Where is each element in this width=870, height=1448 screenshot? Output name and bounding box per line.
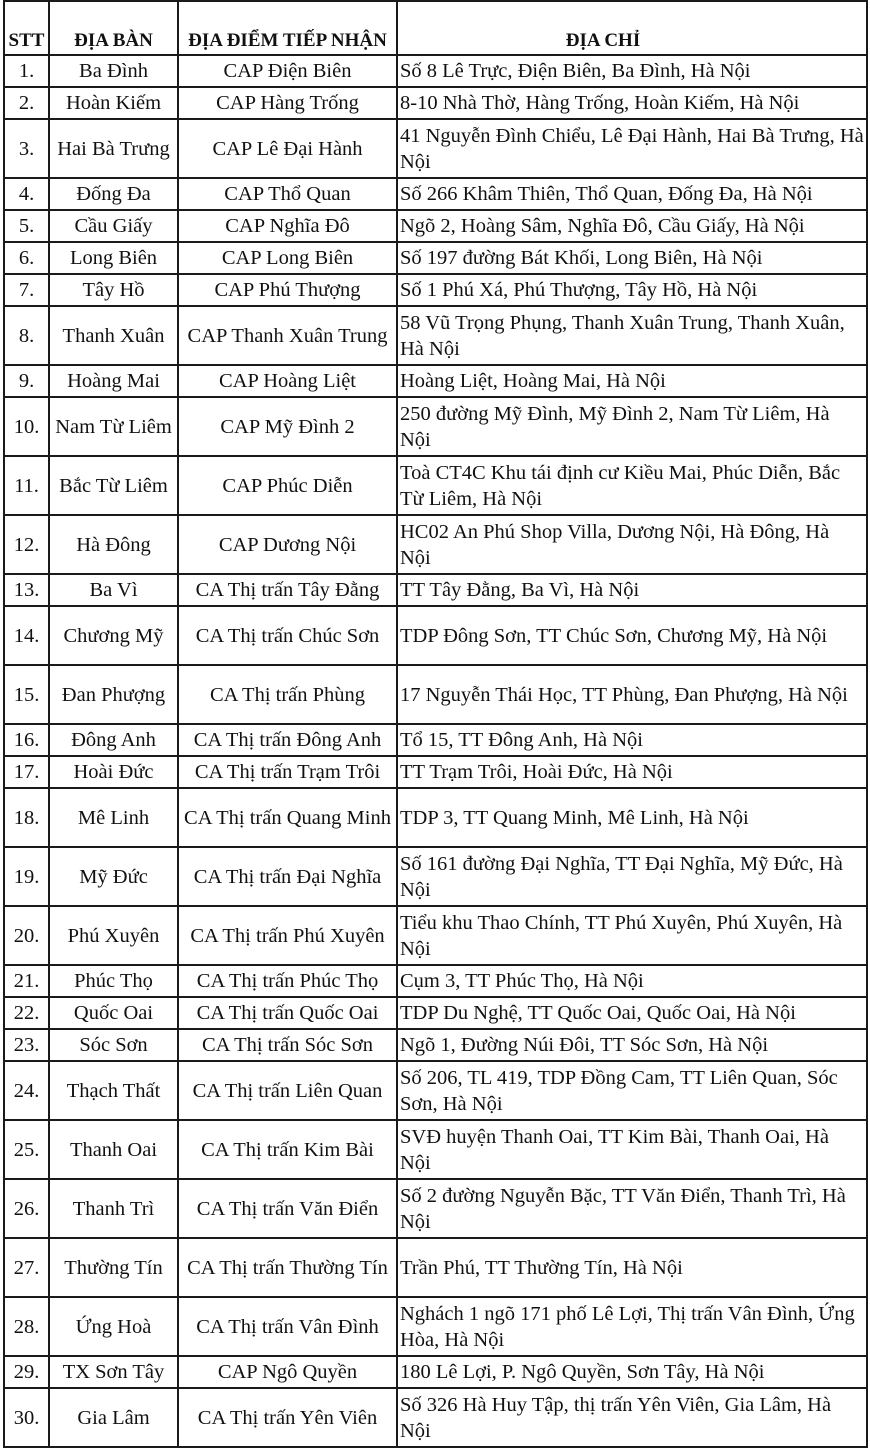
- table-row: [4, 665, 867, 724]
- row-dia-chi: SVĐ huyện Thanh Oai, TT Kim Bài, Thanh Oai, Hà Nội: [397, 1120, 867, 1179]
- table-row: [4, 1029, 867, 1061]
- row-dia-chi: Trần Phú, TT Thường Tín, Hà Nội: [397, 1238, 867, 1297]
- row-dia-diem: CA Thị trấn Đại Nghĩa: [178, 847, 397, 906]
- row-stt: 23.: [4, 1029, 49, 1061]
- row-dia-chi: Số 326 Hà Huy Tập, thị trấn Yên Viên, Gia Lâm, Hà Nội: [397, 1388, 867, 1447]
- row-stt: 12.: [4, 515, 49, 574]
- row-stt: 11.: [4, 456, 49, 515]
- row-dia-ban: Ba Vì: [49, 574, 178, 606]
- row-stt: 28.: [4, 1297, 49, 1356]
- row-dia-chi: Nghách 1 ngõ 171 phố Lê Lợi, Thị trấn Vân Đình, Ứng Hòa, Hà Nội: [397, 1297, 867, 1356]
- header-stt: STT: [4, 1, 49, 55]
- table-row: [4, 1120, 867, 1179]
- row-stt: 29.: [4, 1356, 49, 1388]
- row-dia-ban: Thường Tín: [49, 1238, 178, 1297]
- row-dia-diem: CAP Long Biên: [178, 242, 397, 274]
- row-dia-ban: Đông Anh: [49, 724, 178, 756]
- row-dia-chi: TDP Du Nghệ, TT Quốc Oai, Quốc Oai, Hà Nội: [397, 997, 867, 1029]
- row-dia-ban: Ba Đình: [49, 55, 178, 87]
- row-dia-ban: Đan Phượng: [49, 665, 178, 724]
- row-dia-ban: Đống Đa: [49, 178, 178, 210]
- row-dia-chi: TDP 3, TT Quang Minh, Mê Linh, Hà Nội: [397, 788, 867, 847]
- row-dia-diem: CA Thị trấn Phùng: [178, 665, 397, 724]
- row-dia-diem: CAP Mỹ Đình 2: [178, 397, 397, 456]
- row-dia-ban: Gia Lâm: [49, 1388, 178, 1447]
- row-dia-diem: CAP Thanh Xuân Trung: [178, 306, 397, 365]
- row-dia-ban: Hoàn Kiếm: [49, 87, 178, 119]
- row-dia-ban: Mỹ Đức: [49, 847, 178, 906]
- row-dia-ban: Thạch Thất: [49, 1061, 178, 1120]
- row-stt: 3.: [4, 119, 49, 178]
- row-dia-chi: Ngõ 2, Hoàng Sâm, Nghĩa Đô, Cầu Giấy, Hà Nội: [397, 210, 867, 242]
- row-dia-ban: Thanh Trì: [49, 1179, 178, 1238]
- row-dia-diem: CA Thị trấn Yên Viên: [178, 1388, 397, 1447]
- table-row: [4, 965, 867, 997]
- table-row: [4, 365, 867, 397]
- table-row: [4, 1061, 867, 1120]
- row-dia-chi: Cụm 3, TT Phúc Thọ, Hà Nội: [397, 965, 867, 997]
- table-row: [4, 574, 867, 606]
- row-dia-diem: CA Thị trấn Phúc Thọ: [178, 965, 397, 997]
- row-dia-ban: Quốc Oai: [49, 997, 178, 1029]
- row-dia-chi: Tổ 15, TT Đông Anh, Hà Nội: [397, 724, 867, 756]
- row-stt: 14.: [4, 606, 49, 665]
- row-dia-ban: Cầu Giấy: [49, 210, 178, 242]
- row-stt: 27.: [4, 1238, 49, 1297]
- table-row: [4, 274, 867, 306]
- row-stt: 6.: [4, 242, 49, 274]
- table-row: [4, 242, 867, 274]
- row-dia-diem: CA Thị trấn Văn Điển: [178, 1179, 397, 1238]
- table-row: [4, 1297, 867, 1356]
- row-dia-chi: Số 8 Lê Trực, Điện Biên, Ba Đình, Hà Nội: [397, 55, 867, 87]
- row-stt: 5.: [4, 210, 49, 242]
- row-dia-diem: CAP Hàng Trống: [178, 87, 397, 119]
- row-dia-chi: 8-10 Nhà Thờ, Hàng Trống, Hoàn Kiếm, Hà Nội: [397, 87, 867, 119]
- table-row: [4, 1356, 867, 1388]
- row-stt: 21.: [4, 965, 49, 997]
- row-dia-diem: CA Thị trấn Quang Minh: [178, 788, 397, 847]
- table-row: [4, 456, 867, 515]
- table-row: [4, 1238, 867, 1297]
- row-dia-chi: Toà CT4C Khu tái định cư Kiều Mai, Phúc Diễn, Bắc Từ Liêm, Hà Nội: [397, 456, 867, 515]
- row-dia-ban: Phú Xuyên: [49, 906, 178, 965]
- table-row: [4, 756, 867, 788]
- row-dia-diem: CAP Hoàng Liệt: [178, 365, 397, 397]
- row-dia-chi: 250 đường Mỹ Đình, Mỹ Đình 2, Nam Từ Liêm, Hà Nội: [397, 397, 867, 456]
- row-dia-chi: Số 1 Phú Xá, Phú Thượng, Tây Hồ, Hà Nội: [397, 274, 867, 306]
- row-dia-diem: CA Thị trấn Thường Tín: [178, 1238, 397, 1297]
- table-row: [4, 306, 867, 365]
- row-stt: 25.: [4, 1120, 49, 1179]
- row-stt: 18.: [4, 788, 49, 847]
- table-row: [4, 55, 867, 87]
- header-dia-chi: ĐỊA CHỈ: [397, 1, 867, 55]
- table-row: [4, 87, 867, 119]
- table-header: [4, 1, 867, 55]
- row-dia-ban: Phúc Thọ: [49, 965, 178, 997]
- row-dia-chi: Ngõ 1, Đường Núi Đôi, TT Sóc Sơn, Hà Nội: [397, 1029, 867, 1061]
- row-dia-diem: CA Thị trấn Đông Anh: [178, 724, 397, 756]
- header-row: [4, 1, 867, 55]
- table-row: [4, 997, 867, 1029]
- header-dia-ban: ĐỊA BÀN: [49, 1, 178, 55]
- reception-location-table: [3, 0, 868, 1448]
- row-dia-diem: CA Thị trấn Quốc Oai: [178, 997, 397, 1029]
- row-dia-diem: CAP Thổ Quan: [178, 178, 397, 210]
- row-dia-chi: Số 2 đường Nguyễn Bặc, TT Văn Điển, Thanh Trì, Hà Nội: [397, 1179, 867, 1238]
- row-dia-diem: CAP Ngô Quyền: [178, 1356, 397, 1388]
- table-row: [4, 1388, 867, 1447]
- row-stt: 7.: [4, 274, 49, 306]
- row-dia-ban: Hà Đông: [49, 515, 178, 574]
- row-dia-diem: CAP Lê Đại Hành: [178, 119, 397, 178]
- row-stt: 30.: [4, 1388, 49, 1447]
- row-stt: 9.: [4, 365, 49, 397]
- row-dia-ban: Ứng Hoà: [49, 1297, 178, 1356]
- row-dia-chi: Số 197 đường Bát Khối, Long Biên, Hà Nội: [397, 242, 867, 274]
- row-stt: 22.: [4, 997, 49, 1029]
- row-dia-chi: 41 Nguyễn Đình Chiểu, Lê Đại Hành, Hai Bà Trưng, Hà Nội: [397, 119, 867, 178]
- row-stt: 15.: [4, 665, 49, 724]
- row-dia-ban: Long Biên: [49, 242, 178, 274]
- row-dia-ban: Hoàng Mai: [49, 365, 178, 397]
- row-dia-chi: TT Trạm Trôi, Hoài Đức, Hà Nội: [397, 756, 867, 788]
- table-row: [4, 515, 867, 574]
- row-dia-chi: Số 206, TL 419, TDP Đồng Cam, TT Liên Quan, Sóc Sơn, Hà Nội: [397, 1061, 867, 1120]
- row-stt: 10.: [4, 397, 49, 456]
- row-stt: 26.: [4, 1179, 49, 1238]
- header-dia-diem: ĐỊA ĐIỂM TIẾP NHẬN: [178, 1, 397, 55]
- row-dia-chi: 17 Nguyễn Thái Học, TT Phùng, Đan Phượng, Hà Nội: [397, 665, 867, 724]
- row-stt: 1.: [4, 55, 49, 87]
- table-row: [4, 210, 867, 242]
- row-dia-diem: CA Thị trấn Chúc Sơn: [178, 606, 397, 665]
- row-dia-chi: Tiểu khu Thao Chính, TT Phú Xuyên, Phú Xuyên, Hà Nội: [397, 906, 867, 965]
- row-dia-ban: Chương Mỹ: [49, 606, 178, 665]
- row-stt: 16.: [4, 724, 49, 756]
- row-dia-ban: Tây Hồ: [49, 274, 178, 306]
- row-dia-diem: CAP Phú Thượng: [178, 274, 397, 306]
- row-dia-diem: CAP Phúc Diễn: [178, 456, 397, 515]
- table-row: [4, 847, 867, 906]
- row-stt: 20.: [4, 906, 49, 965]
- row-dia-diem: CA Thị trấn Vân Đình: [178, 1297, 397, 1356]
- table-row: [4, 788, 867, 847]
- row-dia-chi: TDP Đông Sơn, TT Chúc Sơn, Chương Mỹ, Hà Nội: [397, 606, 867, 665]
- row-dia-diem: CA Thị trấn Kim Bài: [178, 1120, 397, 1179]
- table-body: [4, 55, 867, 1447]
- row-stt: 2.: [4, 87, 49, 119]
- row-dia-ban: Sóc Sơn: [49, 1029, 178, 1061]
- row-dia-ban: Bắc Từ Liêm: [49, 456, 178, 515]
- row-stt: 8.: [4, 306, 49, 365]
- row-dia-chi: HC02 An Phú Shop Villa, Dương Nội, Hà Đông, Hà Nội: [397, 515, 867, 574]
- row-dia-ban: Nam Từ Liêm: [49, 397, 178, 456]
- row-dia-diem: CA Thị trấn Phú Xuyên: [178, 906, 397, 965]
- row-dia-diem: CA Thị trấn Sóc Sơn: [178, 1029, 397, 1061]
- table-row: [4, 1179, 867, 1238]
- row-stt: 19.: [4, 847, 49, 906]
- row-dia-ban: Thanh Xuân: [49, 306, 178, 365]
- table-row: [4, 906, 867, 965]
- row-stt: 4.: [4, 178, 49, 210]
- row-dia-diem: CA Thị trấn Liên Quan: [178, 1061, 397, 1120]
- row-stt: 13.: [4, 574, 49, 606]
- row-stt: 24.: [4, 1061, 49, 1120]
- row-dia-chi: Số 266 Khâm Thiên, Thổ Quan, Đống Đa, Hà Nội: [397, 178, 867, 210]
- row-dia-chi: Số 161 đường Đại Nghĩa, TT Đại Nghĩa, Mỹ Đức, Hà Nội: [397, 847, 867, 906]
- row-stt: 17.: [4, 756, 49, 788]
- row-dia-chi: TT Tây Đằng, Ba Vì, Hà Nội: [397, 574, 867, 606]
- row-dia-ban: Hai Bà Trưng: [49, 119, 178, 178]
- row-dia-diem: CA Thị trấn Tây Đằng: [178, 574, 397, 606]
- table-row: [4, 119, 867, 178]
- row-dia-chi: 58 Vũ Trọng Phụng, Thanh Xuân Trung, Thanh Xuân, Hà Nội: [397, 306, 867, 365]
- row-dia-diem: CAP Dương Nội: [178, 515, 397, 574]
- row-dia-diem: CAP Điện Biên: [178, 55, 397, 87]
- row-dia-ban: Thanh Oai: [49, 1120, 178, 1179]
- table-row: [4, 178, 867, 210]
- row-dia-diem: CA Thị trấn Trạm Trôi: [178, 756, 397, 788]
- table-row: [4, 606, 867, 665]
- table-row: [4, 724, 867, 756]
- table-row: [4, 397, 867, 456]
- row-dia-ban: Mê Linh: [49, 788, 178, 847]
- row-dia-ban: TX Sơn Tây: [49, 1356, 178, 1388]
- row-dia-chi: Hoàng Liệt, Hoàng Mai, Hà Nội: [397, 365, 867, 397]
- row-dia-ban: Hoài Đức: [49, 756, 178, 788]
- row-dia-diem: CAP Nghĩa Đô: [178, 210, 397, 242]
- row-dia-chi: 180 Lê Lợi, P. Ngô Quyền, Sơn Tây, Hà Nội: [397, 1356, 867, 1388]
